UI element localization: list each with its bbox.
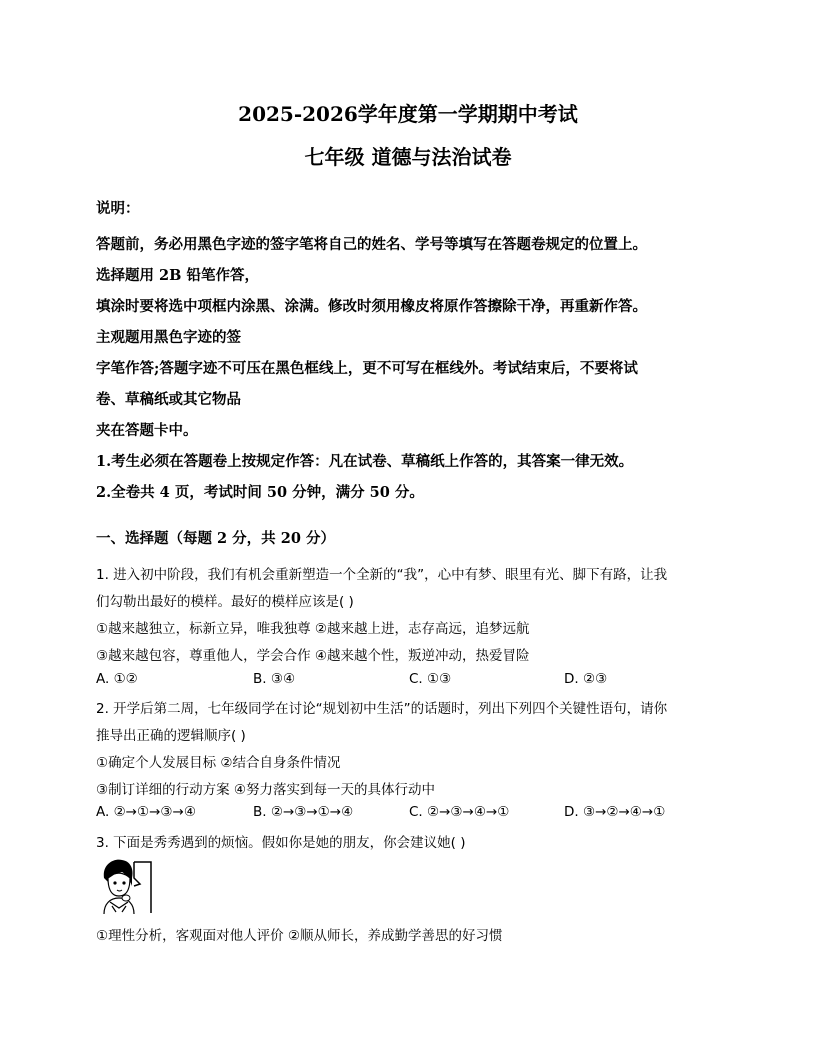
question-1-stem-cont: 们勾勒出最好的模样。最好的模样应该是( ) xyxy=(96,594,354,610)
exam-subtitle: 七年级 道德与法治试卷 xyxy=(304,145,512,169)
question-1-item: ①越来越独立，标新立异，唯我独尊 ②越来越上进，志存高远，追梦远航 xyxy=(96,621,530,637)
question-1-option-b: B. ③④ xyxy=(253,671,296,687)
instruction-line: 卷、草稿纸或其它物品 xyxy=(96,391,241,408)
exam-title: 2025-2026学年度第一学期期中考试 xyxy=(238,102,578,126)
section-title: 一、选择题（每题 2 分，共 20 分） xyxy=(96,530,335,547)
instruction-line: 主观题用黑色字迹的签 xyxy=(96,329,241,346)
instructions-heading: 说明： xyxy=(96,200,140,217)
question-2-option-c: C. ②→③→④→① xyxy=(409,804,510,820)
question-2-item: ①确定个人发展目标 ②结合自身条件情况 xyxy=(96,755,341,771)
question-1-option-d: D. ②③ xyxy=(564,671,608,687)
question-2-option-b: B. ②→③→①→④ xyxy=(253,804,354,820)
question-2-stem: 2. 开学后第二周，七年级同学在讨论“规划初中生活”的话题时，列出下列四个关键性语句，请你 xyxy=(96,701,668,717)
question-2-stem-cont: 推导出正确的逻辑顺序( ) xyxy=(96,728,246,744)
question-2-option-d: D. ③→②→④→① xyxy=(564,804,666,820)
question-2-option-a: A. ②→①→③→④ xyxy=(96,804,196,820)
instruction-line: 答题前，务必用黑色字迹的签字笔将自己的姓名、学号等填写在答题卷规定的位置上。 xyxy=(96,236,647,253)
question-2-item: ③制订详细的行动方案 ④努力落实到每一天的具体行动中 xyxy=(96,782,435,798)
question-3-stem: 3. 下面是秀秀遇到的烦恼。假如你是她的朋友，你会建议她( ) xyxy=(96,835,466,851)
instruction-line: 字笔作答;答题字迹不可压在黑色框线上，更不可写在框线外。考试结束后，不要将试 xyxy=(96,360,638,377)
question-3-item: ①理性分析，客观面对他人评价 ②顺从师长，养成勤学善思的好习惯 xyxy=(96,928,503,944)
instruction-line: 1.考生必须在答题卷上按规定作答：凡在试卷、草稿纸上作答的，其答案一律无效。 xyxy=(96,453,634,470)
instruction-line: 选择题用 2B 铅笔作答， xyxy=(96,267,259,284)
instruction-line: 夹在答题卡中。 xyxy=(96,422,198,439)
instruction-line: 2.全卷共 4 页，考试时间 50 分钟，满分 50 分。 xyxy=(96,484,424,501)
instruction-line: 填涂时要将选中项框内涂黑、涂满。修改时须用橡皮将原作答擦除干净，再重新作答。 xyxy=(96,298,647,315)
question-1-option-c: C. ①③ xyxy=(409,671,452,687)
question-1-item: ③越来越包容，尊重他人，学会合作 ④越来越个性，叛逆冲动，热爱冒险 xyxy=(96,648,530,664)
question-1-stem: 1. 进入初中阶段，我们有机会重新塑造一个全新的“我”，心中有梦、眼里有光、脚下有路，让我 xyxy=(96,567,668,583)
girl-cartoon-illustration xyxy=(96,856,152,914)
question-1-option-a: A. ①② xyxy=(96,671,138,687)
